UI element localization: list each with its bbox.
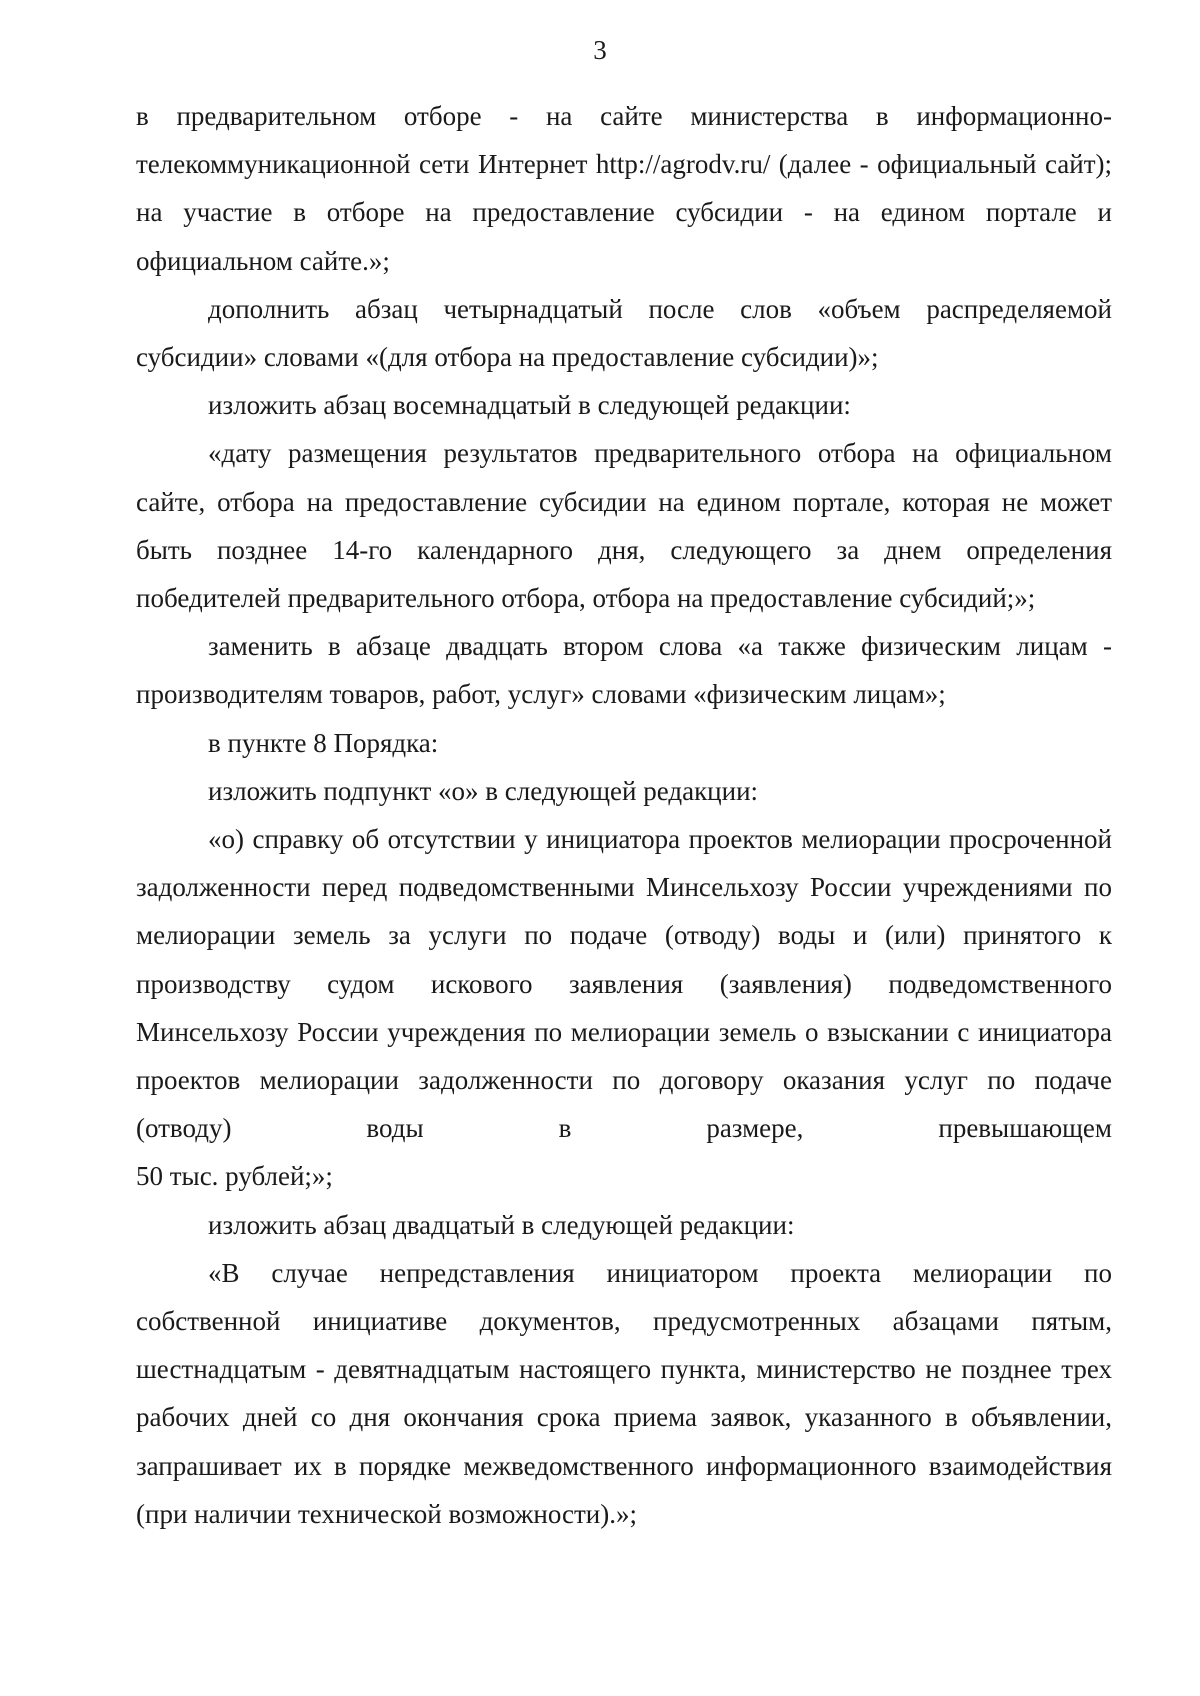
paragraph-amend-22: заменить в абзаце двадцать втором слова «а также физическим лицам - производителям товаров, работ, услуг» словами «физическим лицам»; (136, 631, 1112, 710)
document-body (136, 92, 1112, 1538)
paragraph-subpoint-o-intro: изложить подпункт «о» в следующей редакции: (208, 775, 759, 806)
paragraph-amend-18-text: «дату размещения результатов предварительного отбора на официальном сайте, отбора на предоставление субсидии на едином портале, которая не может быть позднее 14-го календарного дня, следующего за днем определения победителей предварительного отбора, отбора на предоставление субсидий;»; (136, 438, 1112, 614)
paragraph-amend-20-text: «В случае непредставления инициатором проекта мелиорации по собственной инициативе документов, предусмотренных абзацами пятым, шестнадцатым - девятнадцатым настоящего пункта, министерство не позднее трех рабочих дней со дня окончания срока приема заявок, указанного в объявлении, запрашивает их в порядке межведомственного информационного взаимодействия (при наличии технической возможности).»; (136, 1257, 1112, 1529)
page-number: 3 (593, 35, 607, 65)
paragraph-point-8: в пункте 8 Порядка: (208, 727, 439, 758)
paragraph-subpoint-o-end: 50 тыс. рублей;»; (136, 1161, 333, 1192)
paragraph-subpoint-o-text: «о) справку об отсутствии у инициатора проектов мелиорации просроченной задолженности перед подведомственными Минсельхозу России учреждениями по мелиорации земель за услуги по подаче (отводу) воды и (или) принятого к производству судом искового заявления (заявления) подведомственного Минсельхозу России учреждения по мелиорации земель о взыскании с инициатора проектов мелиорации задолженности по договору оказания услуг по подаче (отводу) воды в размере, превышающем (136, 824, 1112, 1144)
paragraph-amend-18-intro: изложить абзац восемнадцатый в следующей редакции: (208, 390, 851, 421)
paragraph-continuation: в предварительном отборе - на сайте министерства в информационно-телекоммуникационной сети Интернет http://agrodv.ru/ (далее - официальный сайт); на участие в отборе на предоставление субсидии - на едином портале и официальном сайте.»; (136, 101, 1112, 276)
paragraph-amend-20-intro: изложить абзац двадцатый в следующей редакции: (208, 1209, 795, 1240)
paragraph-amend-14: дополнить абзац четырнадцатый после слов «объем распределяемой субсидии» словами «(для отбора на предоставление субсидии)»; (136, 293, 1112, 373)
